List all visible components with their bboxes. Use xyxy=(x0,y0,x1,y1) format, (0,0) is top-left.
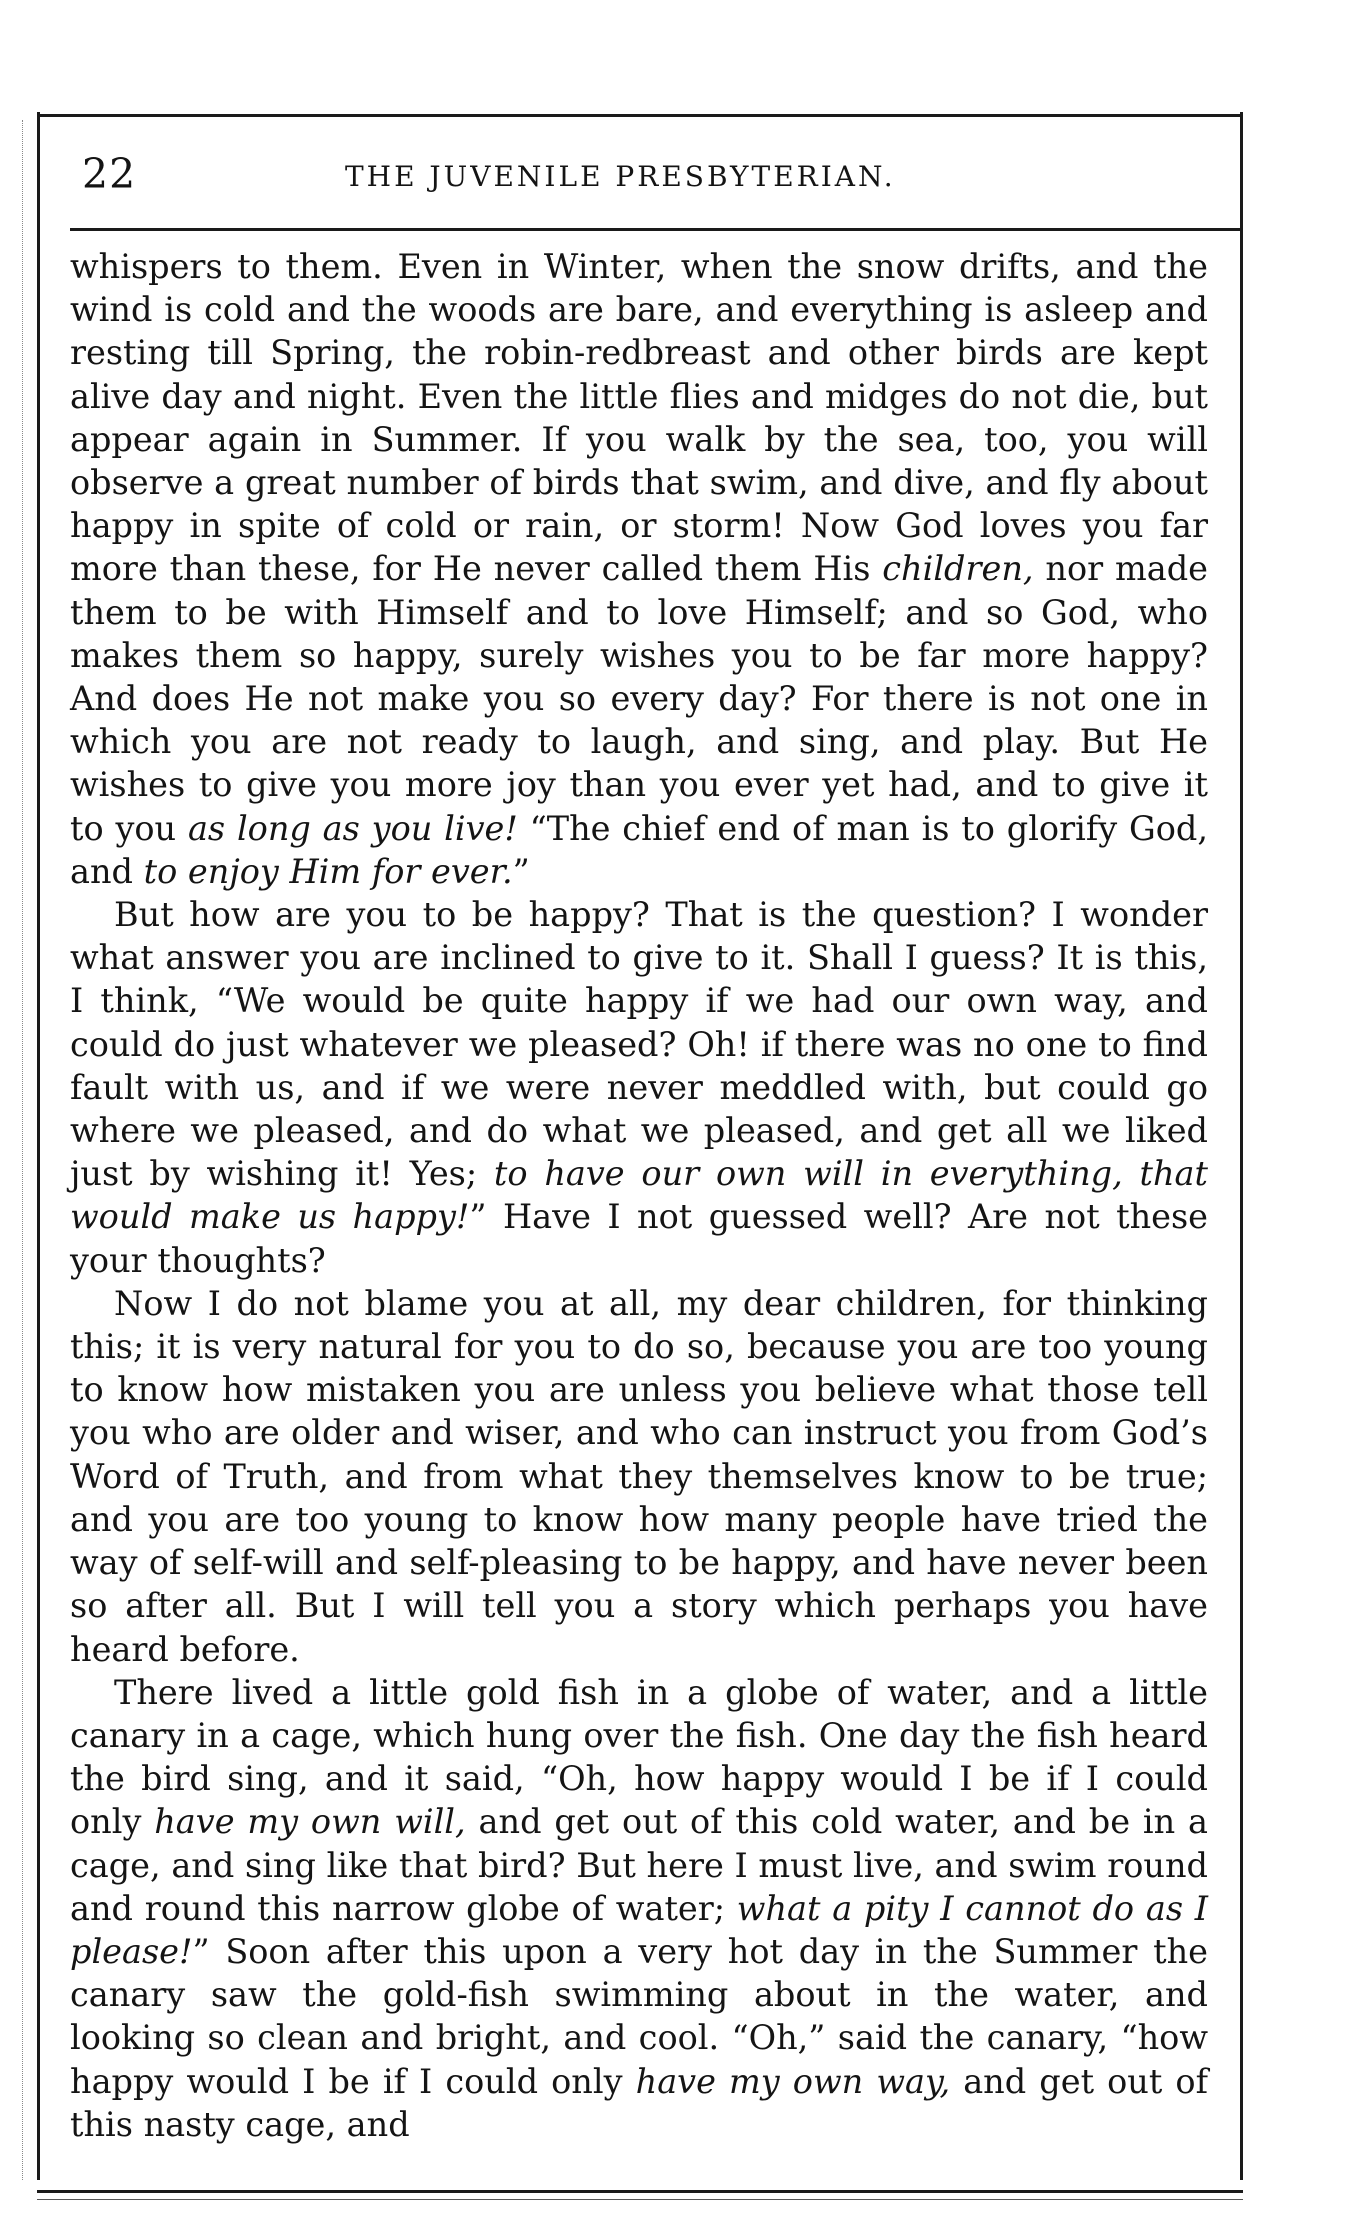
bottom-rule xyxy=(37,2190,1243,2193)
text-run: Now I do not blame you at all, my dear children, for thinking this; it is very natural for you to do so, because you are too young to know how mistaken you are unless you believe what those tell you who are older and wiser, and who can instruct you from God’s Word of Truth, and from what they themselves know to be true; and you are too young to know how many people have tried the way of self-will and self-pleasing to be happy, and have never been so after all. But I will tell you a story which perhaps you have heard before. xyxy=(70,1283,1208,1669)
top-rule xyxy=(37,114,1243,117)
italic-run: as long as you live! xyxy=(187,808,518,848)
body-text xyxy=(70,245,1208,2146)
italic-run: to have our own will in everything, that would make us happy! xyxy=(70,1154,1208,1237)
bottom-rule-thin xyxy=(37,2199,1243,2200)
page-edge-marks xyxy=(22,120,29,2180)
italic-run: have my own will, xyxy=(154,1802,466,1842)
paragraph xyxy=(70,893,1208,1282)
text-run: ” xyxy=(512,851,530,891)
text-run: ” Have I not guessed well? Are not these your thoughts? xyxy=(70,1197,1208,1280)
paragraph xyxy=(70,1282,1208,1671)
paragraph xyxy=(70,245,1208,893)
text-run: But how are you to be happy? That is the question? I wonder what answer you are inclined to give to it. Shall I guess? It is this, I think, “We would be quite happy if we had our own way, and could do just whatever we pleased? Oh! if there was no one to find fault with us, and if we were never meddled with, but could go where we pleased, and do what we pleased, and get all we liked just by wishing it! Yes; xyxy=(70,895,1208,1194)
italic-run: what a pity I cannot do as I please! xyxy=(70,1888,1208,1971)
paragraph xyxy=(70,1671,1208,2146)
italic-run: children, xyxy=(882,549,1034,589)
text-run: There lived a little gold fish in a globe of water, and a little canary in a cage, which hung over the fish. One day the fish heard the bird sing, and it said, “Oh, how happy would I be if I could only xyxy=(70,1672,1208,1842)
text-run: nor made them to be with Himself and to love Himself; and so God, who makes them so happy, surely wishes you to be far more happy? And does He not make you so every day? For there is not one in which you are not ready to laugh, and sing, and play. But He wishes to give you more joy than you ever yet had, and to give it to you xyxy=(70,549,1208,848)
italic-run: to enjoy Him for ever. xyxy=(143,851,513,891)
header-rule xyxy=(70,228,1243,231)
text-run: and get out of this nasty cage, and xyxy=(70,2061,1208,2144)
text-run: whispers to them. Even in Winter, when the snow drifts, and the wind is cold and the woods are bare, and everything is asleep and resting till Spring, the robin-redbreast and other birds are kept alive day and night. Even the little flies and midges do not die, but appear again in Summer. If you walk by the sea, too, you will observe a great number of birds that swim, and dive, and fly about happy in spite of cold or rain, or storm! Now God loves you far more than these, for He never called them His xyxy=(70,247,1208,589)
running-head: THE JUVENILE PRESBYTERIAN. xyxy=(345,160,896,193)
text-run: “The chief end of man is to glorify God, and xyxy=(70,808,1208,891)
text-run: and get out of this cold water, and be in a cage, and sing like that bird? But here I must live, and swim round and round this narrow globe of water; xyxy=(70,1802,1208,1928)
italic-run: have my own way, xyxy=(635,2061,951,2101)
page-number: 22 xyxy=(82,150,137,198)
text-run: ” Soon after this upon a very hot day in the Summer the canary saw the gold-fish swimming about in the water, and looking so clean and bright, and cool. “Oh,” said the canary, “how happy would I be if I could only xyxy=(70,1931,1208,2101)
